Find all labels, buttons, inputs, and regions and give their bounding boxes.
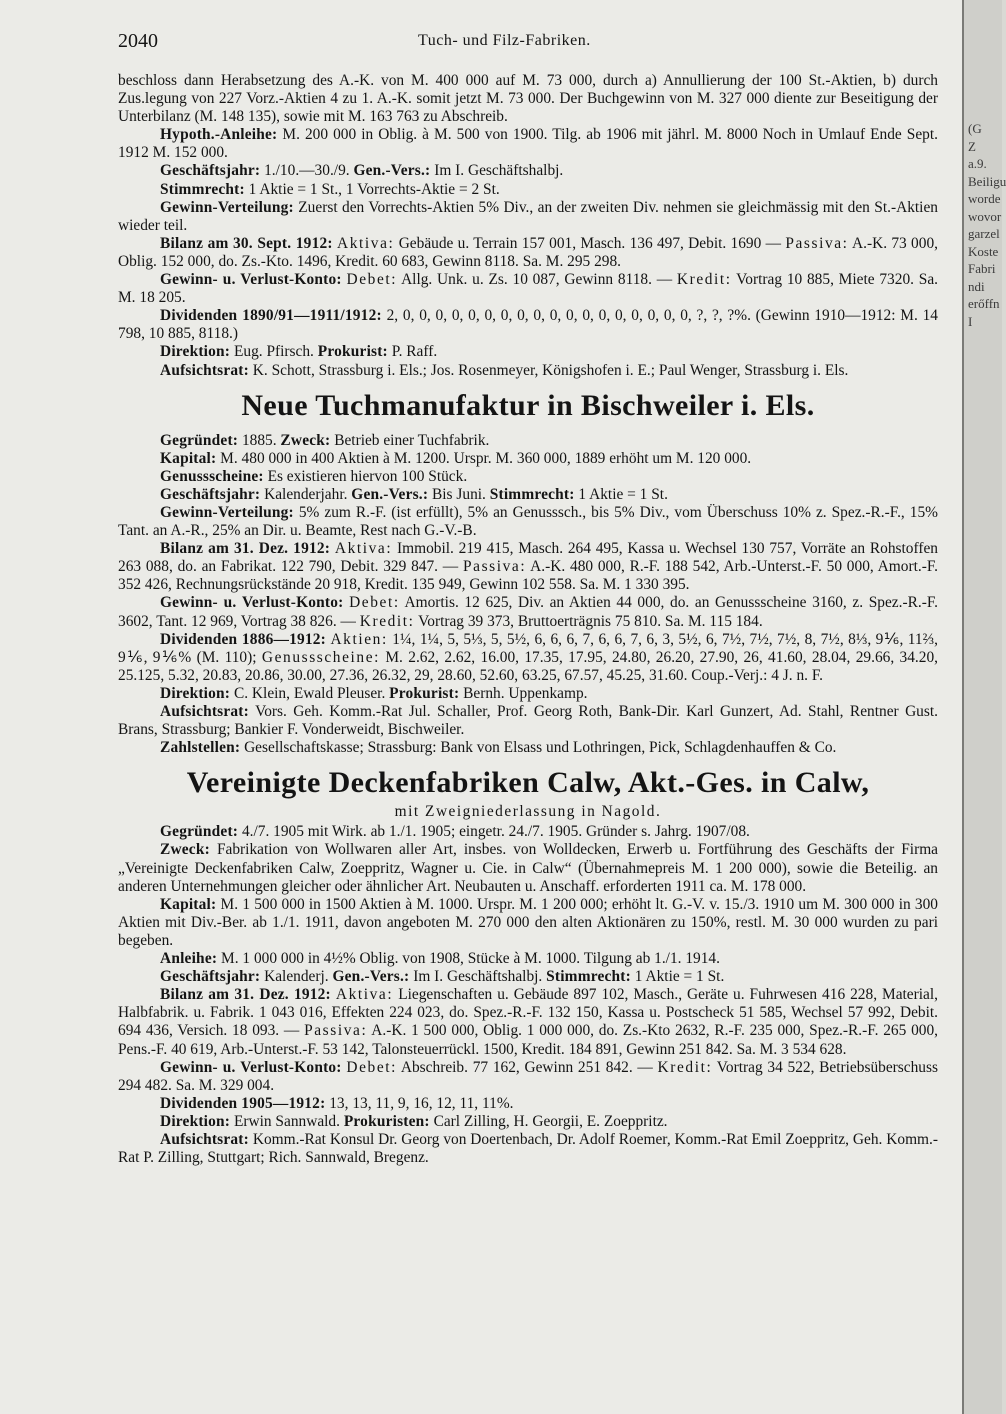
s3-capital [118,896,938,950]
aktiva-label: Aktiva: [337,234,395,252]
value: 13, 13, 11, 9, 16, 12, 11, 11%. [325,1094,514,1112]
s3-profit-loss [118,1059,938,1095]
label: Kapital: [160,895,217,913]
value: 2, 0, 0, 0, 0, 0, 0, 0, 0, 0, 0, 0, 0, 0, 0, 0, 0, 0, 0, ?, ?, ?%. (Gewinn 1910—1912: M. 14 798, 10 885, 8118.) [118,307,938,343]
value: Immobil. 219 415, Masch. 264 495, Kassa u. Wechsel 130 757, Vorräte an Rohstoffen 263 088, do. an Fabrikat. 122 790, Debit. 329 847. — [118,540,938,576]
gutter-line: erőffn [968,296,1000,311]
value: 1 Aktie = 1 St., 1 Vorrechts-Aktie = 2 St. [244,180,500,198]
value: M. 1 000 000 in 4½% Oblig. von 1908, Stücke à M. 1000. Tilgung ab 1./1. 1914. [217,950,720,968]
label: Gen.-Vers.: [353,162,431,180]
value: C. Klein, Ewald Pleuser. [230,684,390,702]
label: Zweck: [160,841,210,859]
label: Prokurist: [317,343,388,361]
value: M. 2.62, 2.62, 16.00, 17.35, 17.95, 24.80, 26.20, 27.90, 26, 41.60, 28.04, 29.66, 34.20, 25.125, 5.32, 20.83, 20.86, 30.00, 27.36, 26.32, 29, 28.60, 52.60, 63.25, 67.57, 45.25, 31.60. Coup.-Verj.: 4 J. n. F. [118,648,939,684]
value: Erwin Sannwald. [230,1112,344,1130]
s2-balance-sheet [118,540,938,594]
s2-participation [118,468,938,486]
s1-supervisory-board [118,362,938,380]
value: M. 1 500 000 in 1500 Aktien à M. 1000. Urspr. M. 1 200 000; erhöht lt. G.-V. v. 15./3. 1910 um M. 300 000 in 300 Aktien mit Div.-Ber. ab 1./1. 1911, davon angeboten M. 270 000 den alten Aktionären zu 150%, restl. M. 30 000 wurden zu pari begeben. [118,895,938,949]
s2-management [118,685,938,703]
label: Anleihe: [160,950,218,968]
value: M. 200 000 in Oblig. à M. 500 von 1900. Tilg. ab 1906 mit jährl. M. 8000 Noch in Umlauf Ende Sept. 1912 M. 152 000. [118,126,938,162]
s2-fiscal-year [118,486,938,504]
gutter-line: Fabri [968,261,996,276]
gutter-line: garzel [968,226,1000,241]
label: Dividenden 1890/91—1911/1912: [160,307,382,325]
value: Eug. Pfirsch. [230,343,318,361]
label: Genussscheine: [160,467,264,485]
company-title-bischweiler: Neue Tuchmanufaktur in Bischweiler i. Els. [241,388,815,422]
label: Gewinn- u. Verlust-Konto: [160,271,342,289]
s3-fiscal-year [118,968,938,986]
kredit-label: Kredit: [359,612,415,630]
s3-supervisory-board [118,1131,938,1167]
s1-capital-reduction: beschloss dann Herabsetzung des A.-K. von M. 400 000 auf M. 73 000, durch a) Annullierung der 100 St.-Aktien, b) durch Zus.legung von 227 Vorz.-Aktien 4 zu 1. A.-K. somit jetzt M. 73 000. Der Buchgewinn von M. 327 000 diente zur Beseitigung der Unterbilanz (M. 148 135), sowie mit M. 163 763 zu Abschreib. [118,72,938,126]
value: 4./7. 1905 mit Wirk. ab 1./1. 1905; eingetr. 24./7. 1905. Gründer s. Jahrg. 1907/08. [238,823,750,841]
passiva-label: Passiva: [304,1022,368,1040]
value: M. 480 000 in 400 Aktien à M. 1200. Urspr. M. 360 000, 1889 erhöht um M. 120 000. [216,449,752,467]
value: Amortis. 12 625, Div. an Aktien 44 000, do. an Genussscheine 3160, z. Spez.-R.-F. 3602, Tant. 12 969, Vortrag 38 826. — [118,594,938,630]
page-header [118,30,918,54]
label: Aufsichtsrat: [160,703,249,720]
gutter-line: wovor [968,208,1002,224]
label: Prokuristen: [343,1112,430,1130]
value: A.-K. 73 000, Oblig. 152 000, do. Zs.-Kto. 1496, Kredit. 60 683, Gewinn 8118. Sa. M. 295 298. [118,234,938,270]
company-title-calw: Vereinigte Deckenfabriken Calw, Akt.-Ges. in Calw, [186,766,870,800]
value: Vors. Geh. Komm.-Rat Jul. Schaller, Prof. Georg Roth, Bank-Dir. Karl Gunzert, Ad. Stahl, Rentner Gust. Brans, Strassburg; Bankier F. Vonderweidt, Bischweiler. [118,703,938,739]
value: P. Raff. [387,343,438,361]
value: Abschreib. 77 162, Gewinn 251 842. — [397,1058,658,1076]
aktiva-label: Aktiva: [335,986,394,1004]
s3-loan [118,950,938,968]
label: Zweck: [280,431,331,449]
value: 1 Aktie = 1 St. [630,968,725,986]
value: Carl Zilling, H. Georgii, E. Zoeppritz. [429,1112,668,1130]
label: Stimmrecht: [489,485,575,503]
s1-dividends [118,307,938,343]
gutter-line: ndi [968,278,985,294]
value: A.-K. 480 000, R.-F. 188 542, Arb.-Unterst.-F. 50 000, Amort.-F. 352 426, Rechnungsrückstände 20 918, Kredit. 135 949, Gewinn 102 558. Sa. M. 1 330 395. [118,558,939,594]
aktien-label: Aktien: [330,630,388,648]
label: Hypoth.-Anleihe: [160,126,278,144]
label: Zahlstellen: [160,739,241,757]
s1-voting-rights [118,181,938,199]
s2-profit-loss [118,594,938,630]
debet-label: Debet: [349,594,400,612]
label: Direktion: [160,684,231,702]
label: Gen.-Vers.: [332,968,410,986]
running-title: Tuch- und Filz-Fabriken. [418,32,591,49]
value: Kalenderj. [260,968,333,986]
value: Bis Juni. [428,485,490,503]
value: 1885. [238,431,281,449]
value: Gebäude u. Terrain 157 001, Masch. 136 497, Debit. 1690 — [394,234,786,252]
value: Bernh. Uppenkamp. [459,684,588,702]
s3-balance-sheet [118,986,938,1058]
s3-purpose [118,841,938,895]
s1-mortgage-loan [118,126,938,162]
s1-management [118,343,938,361]
value: Im I. Geschäftshalbj. [430,162,564,180]
label: Kapital: [160,449,217,467]
page-number: 2040 [118,30,158,52]
label: Gewinn-Verteilung: [160,503,294,521]
s2-paying-agents [118,739,938,757]
value: Allg. Unk. u. Zs. 10 087, Gewinn 8118. — [397,271,677,289]
text-column [118,72,938,1167]
passiva-label: Passiva: [462,558,527,576]
value: Vortrag 39 373, Bruttoerträgnis 75 810. Sa. M. 115 184. [414,612,763,630]
value: 5% zum R.-F. (ist erfüllt), 5% an Genusssch., bis 5% Div., vom Überschuss 10% z. Spez.-R.-F., 15% Tant. an A.-R., 25% an Dir. u. Beamte, Rest nach G.-V.-B. [118,503,938,540]
value: 1¼, 1¼, 5, 5⅓, 5, 5½, 6, 6, 6, 7, 6, 6, 7, 6, 3, 5½, 6, 7½, 7½, 7½, 8, 7½, 8⅓, 9⅙, 11⅔, 9⅙, 9⅙% (M. 110); [118,630,939,666]
value: Gesellschaftskasse; Strassburg: Bank von Elsass und Lothringen, Pick, Schlagdenhauffen & Co. [240,739,837,757]
value: Im I. Geschäftshalbj. [409,968,547,986]
gutter-line: a.9. [968,156,987,171]
value: Es existieren hiervon 100 Stück. [263,467,468,485]
label: Geschäftsjahr: [160,485,261,503]
label: Bilanz am 31. Dez. 1912: [160,986,331,1004]
gutter-line: Beiligu [968,173,1006,189]
label: Geschäftsjahr: [160,162,261,180]
gutter-line: (G [968,121,982,136]
aktiva-label: Aktiva: [334,540,393,558]
debet-label: Debet: [346,1058,397,1076]
genuss-label: Genussscheine: [261,648,381,666]
label: Prokurist: [389,684,460,702]
label: Gen.-Vers.: [351,485,429,503]
value: Komm.-Rat Konsul Dr. Georg von Doertenbach, Dr. Adolf Roemer, Komm.-Rat Emil Zoeppritz, Geh. Komm.-Rat P. Zilling, Stuttgart; Rich. Sannwald, Bregenz. [118,1130,938,1167]
label: Stimmrecht: [160,180,245,198]
s1-profit-distribution [118,199,938,235]
value: K. Schott, Strassburg i. Els.; Jos. Rosenmeyer, Königshofen i. E.; Paul Wenger, Strassburg i. Els. [248,361,849,379]
value: Vortrag 10 885, Miete 7320. Sa. M. 18 205. [118,271,938,307]
label: Gewinn-Verteilung: [160,198,294,216]
adjacent-page-edge [962,0,1006,1414]
label: Gewinn- u. Verlust-Konto: [160,594,344,612]
label: Geschäftsjahr: [160,968,261,986]
gutter-line: I [968,313,973,329]
value: Zuerst den Vorrechts-Aktien 5% Div., an der zweiten Div. nehmen sie gleichmässig mit den St.-Aktien wieder teil. [118,198,938,234]
value: Betrieb einer Tuchfabrik. [330,431,490,449]
s2-profit-distribution [118,504,938,540]
value: A.-K. 1 500 000, Oblig. 1 000 000, do. Zs.-Kto 2632, R.-F. 235 000, Spez.-R.-F. 265 000, Pens.-F. 40 619, Arb.-Unterst.-F. 53 142, Talonsteuerrückl. 1500, Kredit. 184 891, Gewinn 251 842. Sa. M. 3 534 628. [118,1022,939,1058]
label: Direktion: [160,343,231,361]
value: Kalenderjahr. [260,485,352,503]
label: Gegründet: [160,431,239,449]
label: Dividenden 1886—1912: [160,630,326,648]
s1-profit-loss [118,271,938,307]
s2-founded [118,432,938,450]
label: Aufsichtsrat: [160,1130,249,1148]
label: Gewinn- u. Verlust-Konto: [160,1058,342,1076]
value: Fabrikation von Wollwaren aller Art, insbes. von Wolldecken, Erwerb u. Fortführung des Geschäfts der Firma „Vereinigte Deckenfabriken Calw, Zoeppritz, Wagner u. Cie. in Calw“ (Übernahmepreis M. 1 200 000), sowie die Beteilig. an anderen Unternehmungen gleicher oder ähnlicher Art. Neubauten u. Anschaff. erforderten 1911 ca. M. 178 000. [118,841,938,895]
value: Liegenschaften u. Gebäude 897 102, Masch., Geräte u. Fuhrwesen 416 228, Material, Halbfabrik. u. Fabrik. 1 043 016, Effekten 224 023, do. Spez.-R.-F. 132 150, Kassa u. Postscheck 51 585, Wechsel 57 992, Debit. 694 436, Versich. 18 093. — [118,986,938,1040]
value: 1 Aktie = 1 St. [574,485,668,503]
kredit-label: Kredit: [676,271,732,289]
passiva-label: Passiva: [785,234,849,252]
gutter-line: Koste [968,243,999,259]
label: Aufsichtsrat: [160,361,249,379]
label: Dividenden 1905—1912: [160,1094,326,1112]
s2-dividends [118,631,938,685]
label: Direktion: [160,1112,231,1130]
value: 1./10.—30./9. [260,162,354,180]
label: Bilanz am 31. Dez. 1912: [160,540,331,558]
s3-dividends [118,1095,938,1113]
debet-label: Debet: [346,271,398,289]
label: Gegründet: [160,823,239,841]
label: Stimmrecht: [546,968,631,986]
gutter-line: worde [968,191,1001,206]
s1-balance-sheet [118,235,938,271]
gutter-line: Z [968,138,976,154]
label: Bilanz am 30. Sept. 1912: [160,234,333,252]
s3-management [118,1113,938,1131]
kredit-label: Kredit: [657,1058,713,1076]
s2-supervisory-board [118,703,938,739]
company-subtitle-calw: mit Zweigniederlassung in Nagold. [394,803,662,821]
s3-founded [118,823,938,841]
s1-fiscal-year [118,162,938,180]
value: Vortrag 34 522, Betriebsüberschuss 294 482. Sa. M. 329 004. [118,1058,938,1094]
s2-capital [118,450,938,468]
